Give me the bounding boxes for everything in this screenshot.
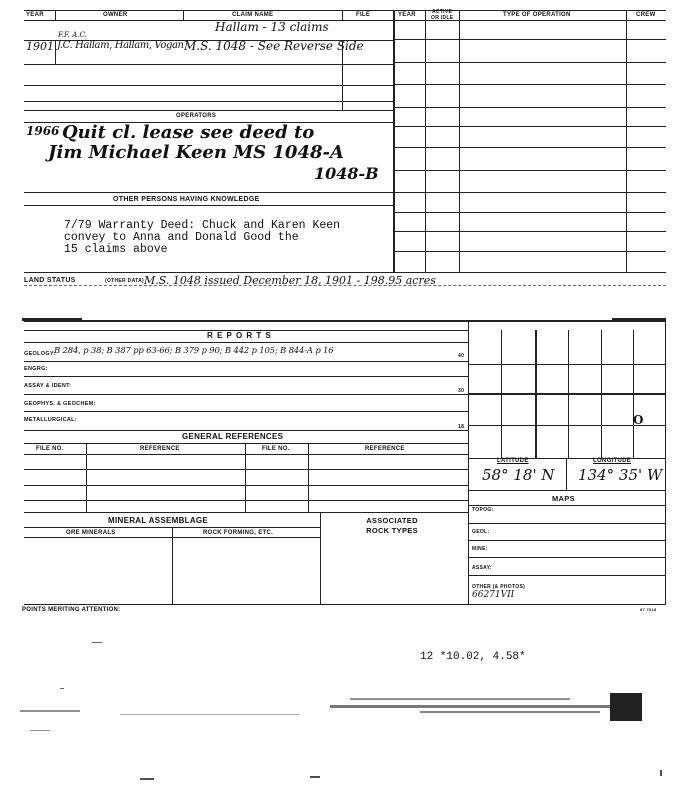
rock-types-label: ROCK TYPES [366, 526, 418, 535]
longitude-label: LONGITUDE [593, 458, 632, 464]
land-status-text: M.S. 1048 issued December 18, 1901 - 198.95 acres [144, 274, 436, 287]
grid-marker-icon: O [633, 413, 644, 427]
header-type-of-operation: TYPE OF OPERATION [503, 12, 571, 18]
claim-owners: J.C. Hallam, Hallam, Vogan [57, 40, 184, 51]
header-file: FILE [356, 12, 371, 18]
operators-line-2: Jim Michael Keen MS 1048-A [48, 142, 344, 163]
maps-mine: MINE: [472, 546, 488, 552]
operators-header: OPERATORS [176, 113, 217, 119]
points-label: POINTS MERITING ATTENTION: [22, 607, 121, 613]
reports-header: R E P O R T S [207, 331, 272, 340]
claim-detail: M.S. 1048 - See Reverse Side [184, 39, 364, 53]
gen-ref-reference-1: REFERENCE [140, 446, 180, 452]
geology-num: 40 [458, 353, 465, 359]
maps-other: OTHER (& PHOTOS) [472, 584, 526, 590]
longitude-value: 134° 35' W [578, 466, 663, 484]
rock-forming-label: ROCK FORMING, ETC. [203, 530, 274, 536]
form-code: 87 7018 [640, 607, 657, 612]
header-crew: CREW [636, 12, 656, 18]
other-persons-header: OTHER PERSONS HAVING KNOWLEDGE [113, 196, 260, 203]
maps-header: MAPS [552, 494, 575, 503]
latitude-value: 58° 18' N [482, 466, 555, 484]
gen-ref-file-no-1: FILE NO. [36, 446, 64, 452]
maps-assay: ASSAY: [472, 565, 492, 571]
land-status-sublabel: (OTHER DATA) [105, 278, 144, 284]
header-year: YEAR [26, 12, 44, 18]
other-persons-text: 7/79 Warranty Deed: Chuck and Karen Keen convey to Anna and Donald Good the 15 claims above [64, 219, 341, 256]
claim-title: Hallam - 13 claims [215, 20, 329, 34]
ore-minerals-label: ORE MINERALS [66, 530, 116, 536]
maps-other-value: 66271VII [472, 590, 515, 600]
mineral-assemblage-header: MINERAL ASSEMBLAGE [108, 516, 209, 525]
header-owner: OWNER [103, 12, 128, 18]
geology-label: GEOLOGY: [24, 351, 56, 357]
assay-label: ASSAY & IDENT: [24, 383, 72, 389]
operators-year: 1966 [26, 124, 60, 138]
land-status-label: LAND STATUS [24, 277, 76, 284]
operators-line-1: Quit cl. lease see deed to [62, 122, 315, 143]
geophys-label: GEOPHYS. & GEOCHEM: [24, 401, 96, 407]
header-or-idle: OR IDLE [431, 15, 454, 21]
latitude-label: LATITUDE [497, 458, 529, 464]
owner-initials: F.F. A.C. [58, 31, 87, 39]
gen-ref-reference-2: REFERENCE [365, 446, 405, 452]
header-active: ACTIVE [432, 9, 453, 15]
metallurgical-num: 18 [458, 424, 465, 430]
header-year-2: YEAR [398, 12, 416, 18]
general-references-header: GENERAL REFERENCES [182, 432, 284, 441]
claim-year: 1901 [26, 40, 54, 53]
header-claim-name: CLAIM NAME [232, 12, 274, 18]
maps-topog: TOPOG: [472, 507, 494, 513]
metallurgical-label: METALLURGICAL: [24, 417, 77, 423]
engrg-label: ENGRG: [24, 366, 48, 372]
associated-label: ASSOCIATED [366, 516, 418, 525]
operators-line-3: 1048-B [314, 164, 379, 183]
footer-stamp: 12 *10.02, 4.58* [420, 651, 526, 663]
gen-ref-file-no-2: FILE NO. [262, 446, 290, 452]
maps-geol: GEOL: [472, 529, 490, 535]
assay-num: 30 [458, 388, 465, 394]
geology-text: B 284, p 38; B 387 pp 63-66; B 379 p 90; B 442 p 105; B 844-A p 16 [54, 346, 334, 356]
